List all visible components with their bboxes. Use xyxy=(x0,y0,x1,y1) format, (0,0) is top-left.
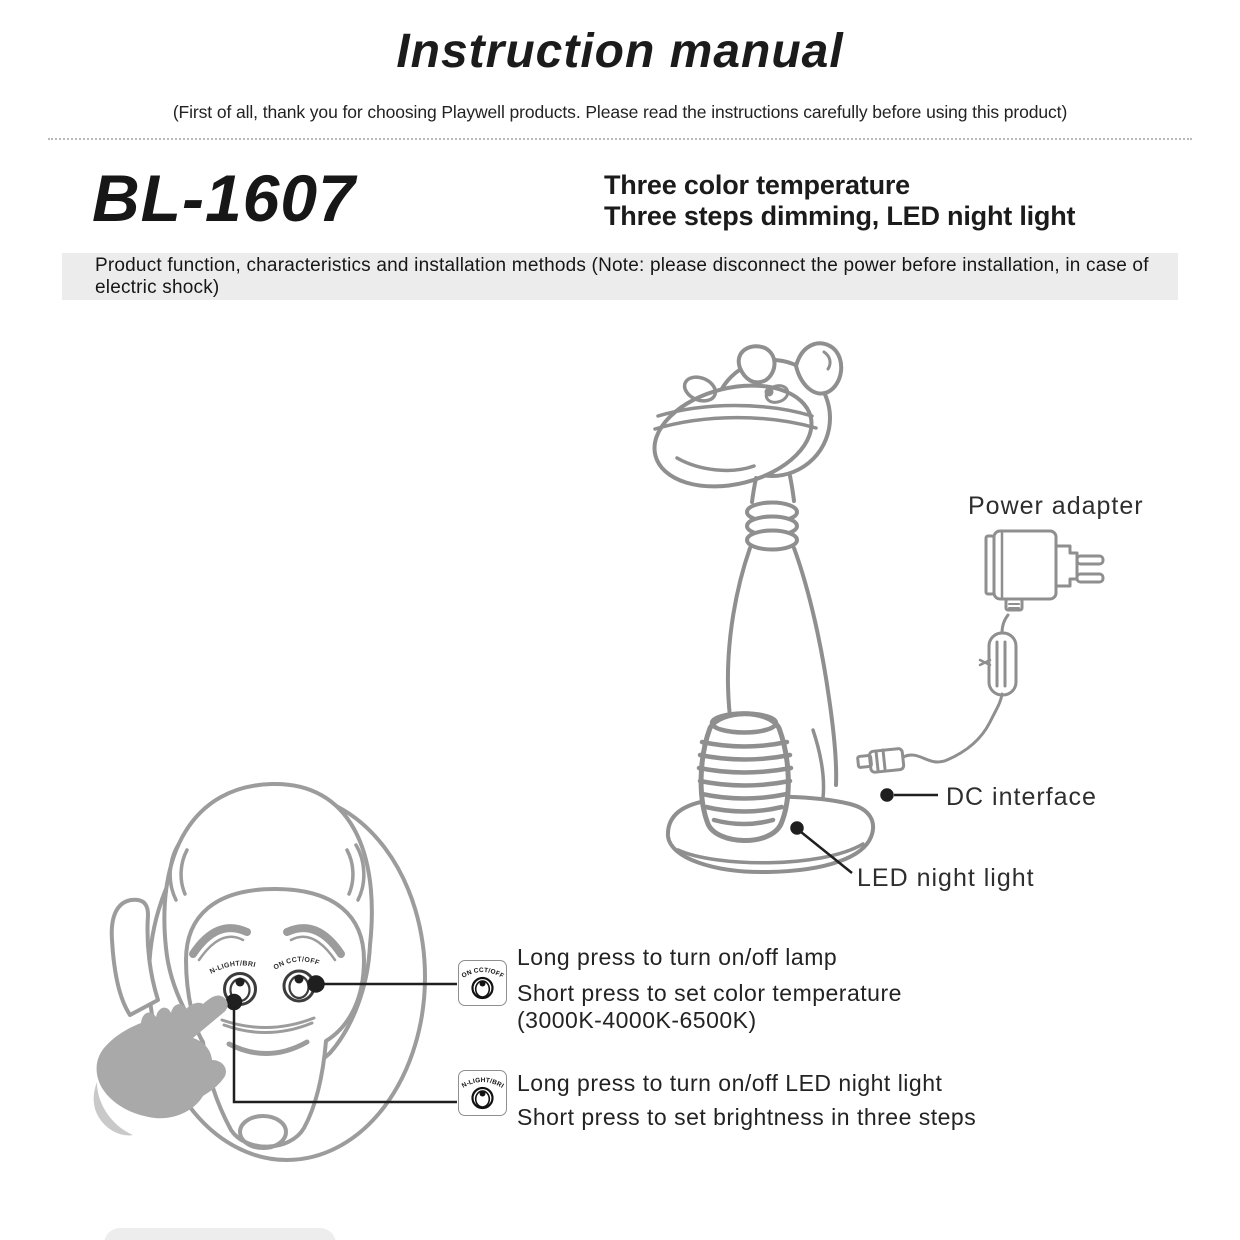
power-cable-upper xyxy=(1002,615,1008,633)
night-instruction-line-1: Long press to turn on/off LED night light xyxy=(517,1070,943,1096)
cct-button-engraving: ON CCT/OFF xyxy=(272,956,321,972)
dc-plug-barrel xyxy=(869,748,904,772)
night-light-button-engraving: N-LIGHT/BRI xyxy=(208,960,257,976)
coil-strands xyxy=(997,642,1005,686)
cct-button-legend-icon xyxy=(458,960,507,1006)
cable-coil xyxy=(980,633,1016,695)
front-leg-line xyxy=(813,730,824,798)
body-right-line xyxy=(794,548,836,785)
night-light-button-dot xyxy=(236,978,245,987)
dotted-divider xyxy=(48,138,1192,140)
adapter-body xyxy=(994,531,1056,599)
adapter-pin-bottom xyxy=(1077,574,1103,582)
next-section-tab xyxy=(104,1228,336,1240)
led-night-light-dot xyxy=(792,823,803,834)
adapter-plug-collar xyxy=(1056,546,1077,586)
cct-leader-dot xyxy=(309,977,324,992)
adapter-pin-top xyxy=(1077,556,1103,564)
lamp-eye-pupil xyxy=(767,390,772,395)
power-adapter-label: Power adapter xyxy=(968,492,1144,520)
night-instruction-line-2: Short press to set brightness in three steps xyxy=(517,1104,977,1130)
dc-interface-dot xyxy=(882,790,893,801)
night-leader-dot xyxy=(227,995,241,1009)
lamp-left-ear xyxy=(739,346,775,382)
feature-line-2: Three steps dimming, LED night light xyxy=(604,201,1076,231)
section-bar-text: Product function, characteristics and installation methods (Note: please disconnect the power before installation, in case of electric shock) xyxy=(95,254,1149,298)
cct-instruction-line-3: (3000K-4000K-6500K) xyxy=(517,1007,757,1033)
dc-plug-ridges xyxy=(876,750,885,770)
neck-right-line xyxy=(790,476,794,501)
led-night-light-label: LED night light xyxy=(857,864,1035,892)
coil-outline xyxy=(989,633,1016,695)
feature-summary xyxy=(604,170,1075,232)
cct-instruction-line-1: Long press to turn on/off lamp xyxy=(517,944,838,970)
push-button-icon xyxy=(459,961,506,1005)
lamp-side-view-illustration xyxy=(620,330,1140,910)
push-button-icon xyxy=(459,1071,506,1115)
beehive-night-light xyxy=(699,714,791,841)
night-icon-label: N-LIGHT/BRI xyxy=(460,1076,505,1090)
cct-icon-label: ON CCT/OFF xyxy=(460,966,505,980)
power-adapter xyxy=(986,531,1103,610)
stub-notches xyxy=(1009,604,1019,608)
power-cable-lower xyxy=(903,694,1002,762)
lamp-top-view-illustration xyxy=(75,770,505,1200)
neck-ring-3 xyxy=(747,531,797,550)
intro-note: (First of all, thank you for choosing Playwell products. Please read the instructions carefully before using this product) xyxy=(172,102,1068,122)
dc-interface-label: DC interface xyxy=(946,783,1097,811)
night-button-legend-icon xyxy=(458,1070,507,1116)
feature-line-1: Three color temperature xyxy=(604,170,910,200)
section-bar xyxy=(62,253,1178,300)
cct-button-dot xyxy=(295,975,304,984)
page-title: Instruction manual xyxy=(396,25,844,78)
dc-plug xyxy=(858,748,905,772)
cct-instruction-line-2: Short press to set color temperature xyxy=(517,980,902,1006)
model-number: BL-1607 xyxy=(92,161,356,235)
